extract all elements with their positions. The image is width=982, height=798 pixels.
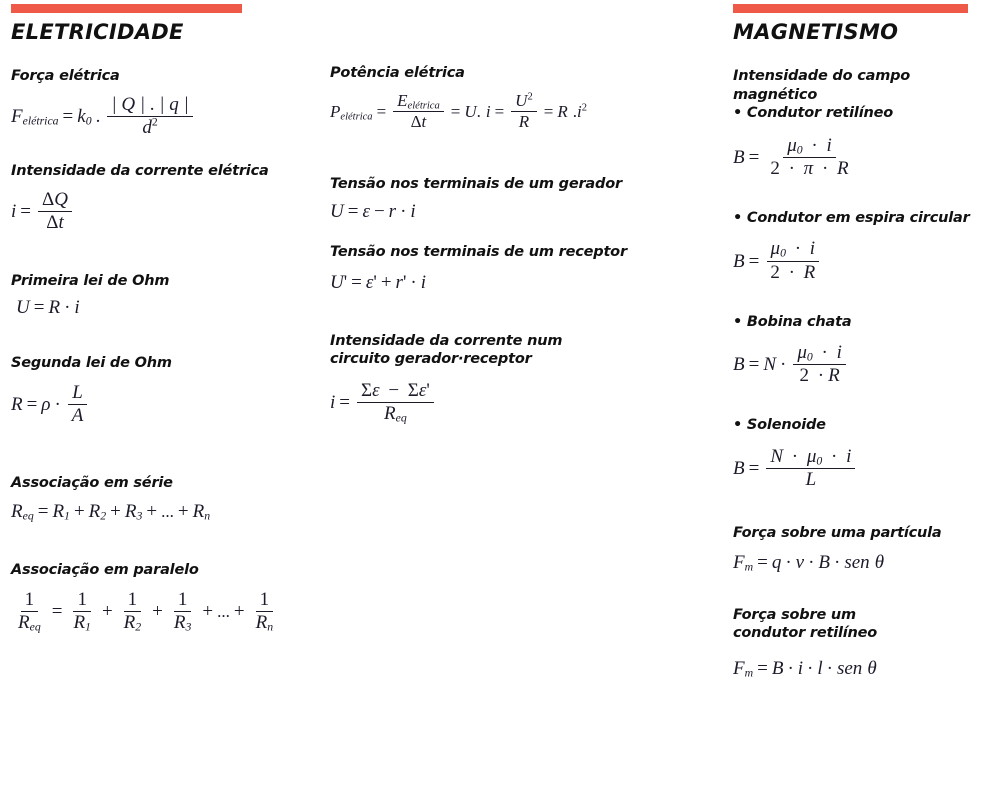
heading-corrente-circuito-line1: Intensidade da corrente num [330, 332, 563, 349]
formula-forca-condutor: $F_m$ = B · i · l · sen θ [733, 657, 877, 680]
formula-intensidade-corrente: i = $\frac{\Delta Q}{\Delta t}$ [11, 190, 311, 233]
column-eletricidade-continuacao [330, 0, 700, 424]
heading-forca-eletrica: Força elétrica [11, 68, 120, 84]
formula-associacao-serie: $R_{eq}$ = $R_1$ + $R_2$ + $R_3$ + ... + $R_n$ [11, 501, 211, 524]
heading-associacao-serie: Associação em série [11, 474, 173, 491]
column-eletricidade [11, 0, 311, 633]
section-accent-rule-magnetismo [733, 4, 968, 13]
heading-forca-condutor [733, 606, 973, 643]
column-magnetismo [733, 0, 973, 678]
heading-campo-line2: magnético [733, 86, 818, 103]
heading-corrente-circuito [330, 332, 700, 369]
formula-campo-solenoide: B = $\frac{N \cdot \mu_0 \cdot i}{L}$ [733, 447, 973, 490]
heading-corrente-circuito-line2: circuito gerador·receptor [330, 351, 532, 368]
formula-forca-particula: $F_m$ = q · v · B · sen θ [733, 551, 885, 574]
formula-campo-condutor-retilineo: B = $\frac{\mu_0 \cdot i}{2 \cdot \pi \cdot R}$ [733, 134, 849, 179]
heading-forca-particula: Força sobre uma partícula [733, 525, 942, 542]
heading-forca-condutor-line1: Força sobre um [733, 606, 856, 623]
formula-segunda-lei-ohm: R = ρ · $\frac{L}{A}$ [11, 383, 311, 426]
formula-campo-bobina-chata: B = N · $\frac{\mu_0 \cdot i}{2 \cdot R}$ [733, 343, 973, 386]
heading-intensidade-corrente: Intensidade da corrente elétrica [11, 162, 269, 179]
section-title-magnetismo: MAGNETISMO [733, 20, 899, 44]
heading-intensidade-campo-magnetico [733, 67, 973, 123]
formula-associacao-paralelo: $\frac{1}{R_{eq}}$ = $\frac{1}{R_1}$ + $\frac{1}{R_2}$ + $\frac{1}{R_3}$ + ... + $\frac{1}{R_n}$ [18, 589, 274, 634]
heading-tensao-receptor: Tensão nos terminais de um receptor [330, 244, 627, 261]
formula-forca-eletrica: $F_{elétrica}$ = $k_0$ . $\frac{| Q | . | q |}{d^2}$ [11, 95, 311, 138]
heading-bobina-chata: • Bobina chata [733, 313, 852, 330]
section-title-eletricidade: ELETRICIDADE [11, 20, 184, 44]
heading-associacao-paralelo: Associação em paralelo [11, 562, 199, 579]
formula-tensao-receptor: U' = ε' + r' · i [330, 271, 426, 293]
heading-forca-condutor-line2: condutor retilíneo [733, 625, 878, 642]
heading-espira-circular: • Condutor em espira circular [733, 209, 970, 226]
formula-potencia-eletrica: $P_{elétrica}$ = $\frac{E_{elétrica}}{\Delta t}$ = U. i = $\frac{U^2}{R}$ = R . $i^2$ [330, 90, 587, 131]
heading-segunda-lei-ohm: Segunda lei de Ohm [11, 355, 172, 372]
section-accent-rule-eletricidade [11, 4, 242, 13]
heading-primeira-lei-ohm: Primeira lei de Ohm [11, 272, 170, 289]
heading-potencia-eletrica: Potência elétrica [330, 65, 465, 81]
heading-tensao-gerador: Tensão nos terminais de um gerador [330, 175, 622, 192]
formula-campo-espira-circular: B = $\frac{\mu_0 \cdot i}{2 \cdot R}$ [733, 239, 973, 282]
formula-corrente-circuito: i = $\frac{\Sigma\varepsilon - \Sigma\varepsilon'}{R_{eq}}$ [330, 381, 700, 424]
heading-condutor-retilineo: • Condutor retilíneo [733, 105, 893, 122]
heading-solenoide: • Solenoide [733, 417, 826, 434]
heading-campo-line1: Intensidade do campo [733, 68, 911, 84]
formula-tensao-gerador: U = ε − r · i [330, 201, 416, 223]
formula-primeira-lei-ohm: U = R · i [16, 297, 80, 319]
